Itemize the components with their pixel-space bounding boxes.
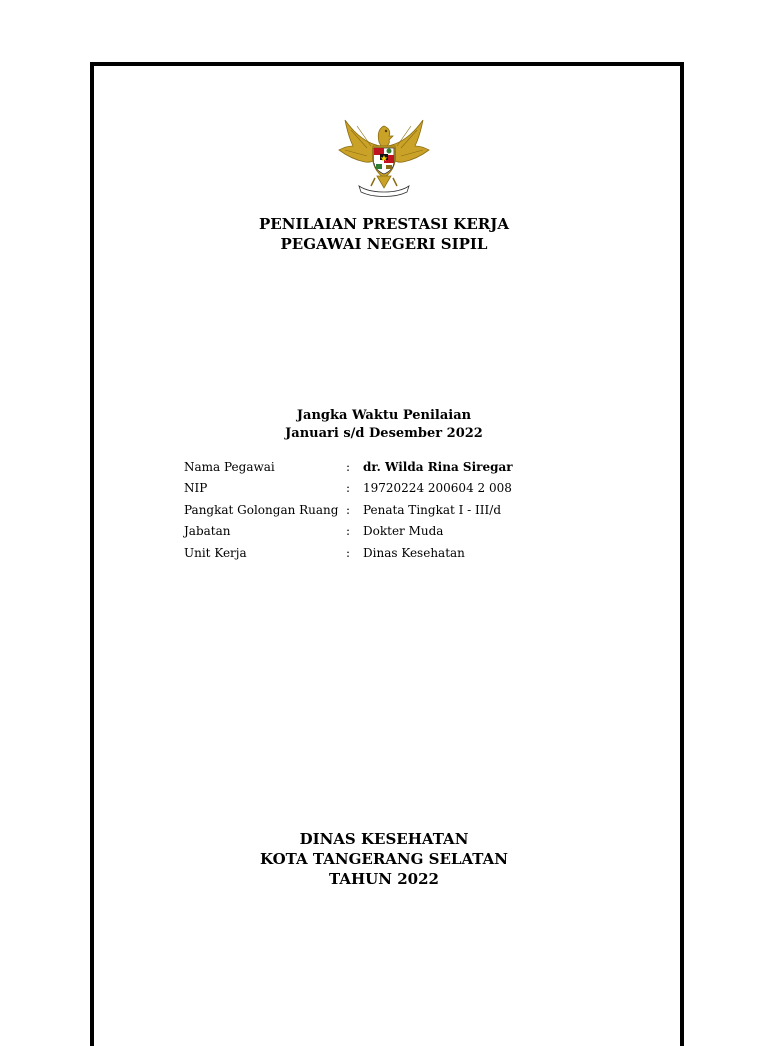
info-label: Pangkat Golongan Ruang <box>184 502 339 517</box>
footer-agency: DINAS KESEHATAN <box>299 830 469 848</box>
document-title-line2: PEGAWAI NEGERI SIPIL <box>280 235 488 253</box>
info-value: Dinas Kesehatan <box>363 545 465 560</box>
info-row-position <box>184 521 513 543</box>
info-value: dr. Wilda Rina Siregar <box>363 459 513 474</box>
info-value: Dokter Muda <box>363 524 444 539</box>
footer-year: TAHUN 2022 <box>329 870 439 888</box>
info-value: 19720224 200604 2 008 <box>363 481 512 496</box>
garuda-emblem-icon <box>337 116 431 198</box>
info-label: Nama Pegawai <box>184 459 275 474</box>
footer-city: KOTA TANGERANG SELATAN <box>259 850 508 868</box>
info-colon: : <box>346 545 351 560</box>
info-label: NIP <box>184 481 208 496</box>
info-colon: : <box>346 459 351 474</box>
assessment-period-label: Jangka Waktu Penilaian <box>296 408 472 423</box>
employee-info-table <box>184 456 513 564</box>
info-colon: : <box>346 524 351 539</box>
info-row-rank <box>184 499 513 521</box>
info-value: Penata Tingkat I - III/d <box>363 502 501 517</box>
info-row-nip <box>184 478 513 500</box>
info-row-unit <box>184 542 513 564</box>
info-label: Unit Kerja <box>184 545 247 560</box>
info-colon: : <box>346 502 351 517</box>
assessment-period-value: Januari s/d Desember 2022 <box>285 426 483 441</box>
info-row-name <box>184 456 513 478</box>
info-label: Jabatan <box>184 524 231 539</box>
document-title-line1: PENILAIAN PRESTASI KERJA <box>259 215 509 233</box>
info-colon: : <box>346 481 351 496</box>
